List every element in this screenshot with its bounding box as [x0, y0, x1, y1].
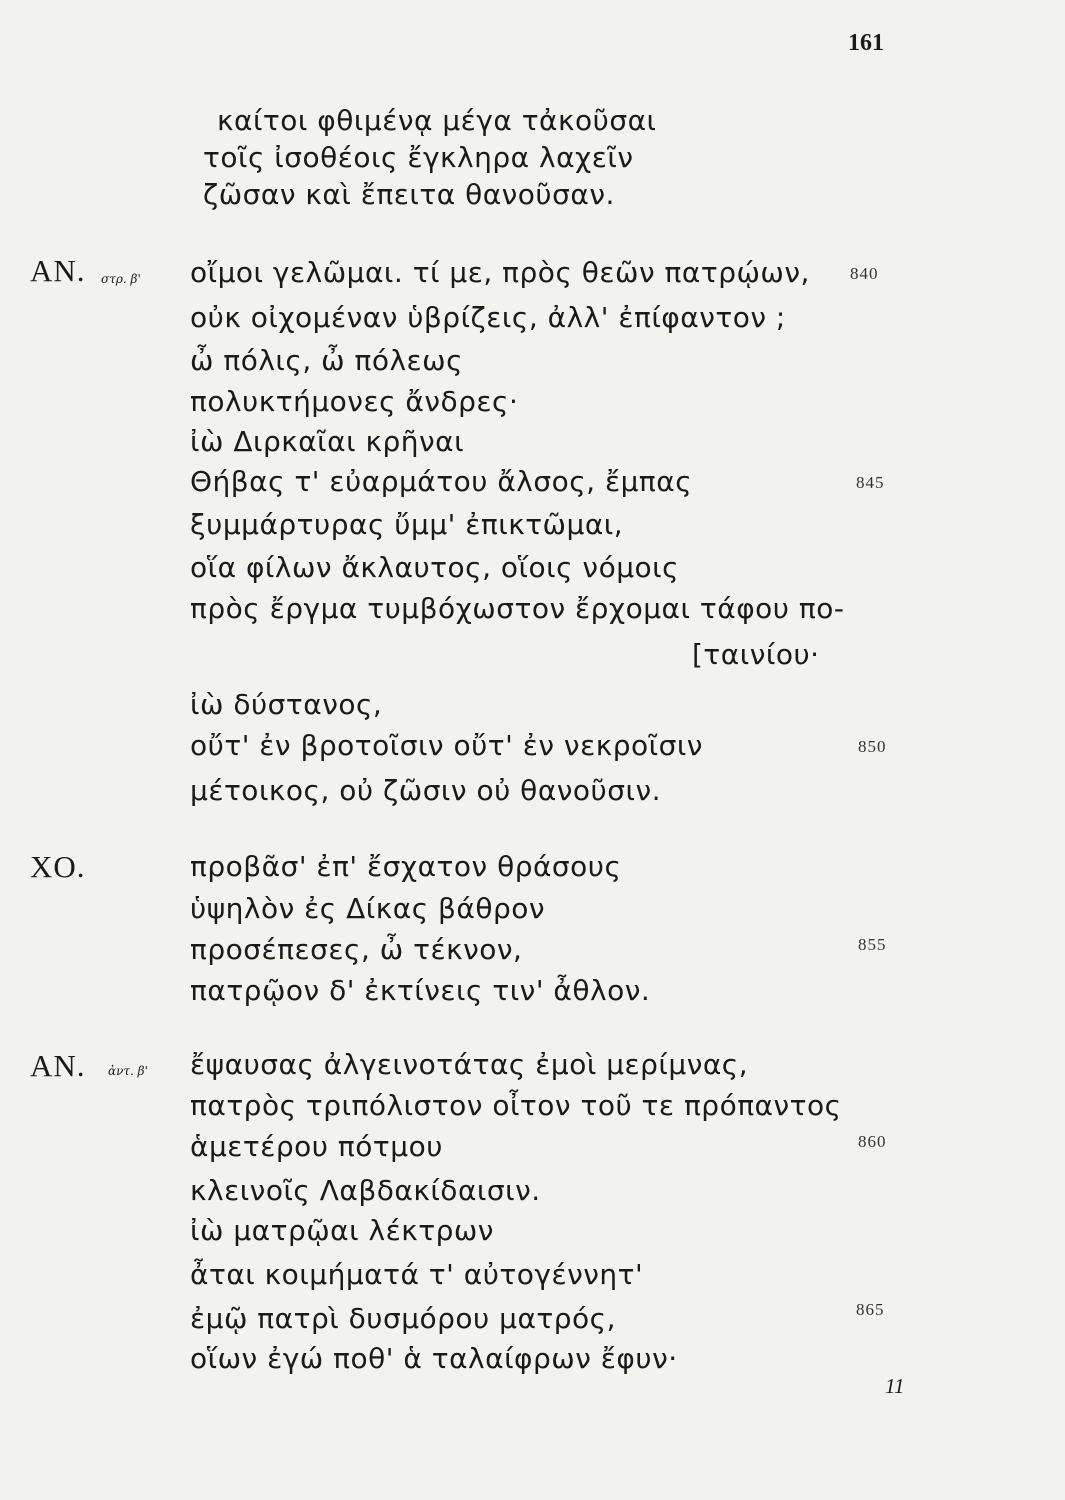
- verse-line: πρὸς ἔργμα τυμβόχωστον ἔρχομαι τάφου πο-: [190, 592, 845, 625]
- verse-line: ἔψαυσας ἀλγεινοτάτας ἐμοὶ μερίμνας,: [190, 1048, 749, 1081]
- verse-line: πατρὸς τριπόλιστον οἶτον τοῦ τε πρόπαντος: [190, 1089, 842, 1122]
- verse-line: ξυμμάρτυρας ὔμμ' ἐπικτῶμαι,: [190, 508, 624, 541]
- page-number: 161: [848, 30, 884, 56]
- verse-line: ὦ πόλις, ὦ πόλεως: [190, 344, 464, 377]
- verse-line: ἐμῷ πατρὶ δυσμόρου ματρός,: [190, 1302, 617, 1335]
- verse-line: ἰὼ ματρῷαι λέκτρων: [190, 1214, 494, 1247]
- line-number: 865: [856, 1300, 885, 1319]
- verse-line: οὔτ' ἐν βροτοῖσιν οὔτ' ἐν νεκροῖσιν: [190, 729, 703, 762]
- verse-line: ἆται κοιμήματά τ' αὐτογέννητ': [190, 1258, 644, 1291]
- verse-line: ἰὼ δύστανος,: [190, 688, 383, 721]
- verse-line: πατρῷον δ' ἐκτίνεις τιν' ἆθλον.: [190, 974, 651, 1007]
- line-number: 850: [858, 737, 887, 756]
- signature-mark: 11: [885, 1374, 905, 1398]
- verse-line: ἰὼ Διρκαῖαι κρῆναι: [190, 425, 465, 458]
- line-number: 840: [850, 264, 879, 283]
- speaker-label: ΑΝ.: [30, 1048, 86, 1083]
- line-number: 845: [856, 473, 885, 492]
- verse-line: [ταινίου·: [692, 638, 820, 671]
- verse-line: κλεινοῖς Λαβδακίδαισιν.: [190, 1174, 541, 1207]
- verse-line: προβᾶσ' ἐπ' ἔσχατον θράσους: [190, 850, 622, 883]
- verse-line: πολυκτήμονες ἄνδρες·: [190, 385, 519, 418]
- verse-line: μέτοικος, οὐ ζῶσιν οὐ θανοῦσιν.: [190, 774, 662, 807]
- verse-line: οὐκ οἰχομέναν ὑβρίζεις, ἀλλ' ἐπίφαντον ;: [190, 301, 786, 334]
- antistrophe-marker: ἀντ. β': [108, 1064, 148, 1078]
- strophe-marker: στρ. β': [101, 272, 141, 286]
- verse-line: ζῶσαν καὶ ἔπειτα θανοῦσαν.: [203, 178, 615, 211]
- verse-line: οἵων ἐγώ ποθ' ἁ ταλαίφρων ἔφυν·: [190, 1342, 678, 1375]
- verse-line: ἁμετέρου πότμου: [190, 1130, 443, 1163]
- speaker-label: ΑΝ.: [30, 253, 86, 288]
- verse-line: ὑψηλὸν ἐς Δίκας βάθρον: [190, 892, 546, 925]
- verse-line: καίτοι φθιμένᾳ μέγα τἀκοῦσαι: [217, 104, 657, 137]
- verse-line: οἴμοι γελῶμαι. τί με, πρὸς θεῶν πατρῴων,: [190, 256, 810, 289]
- line-number: 855: [858, 935, 887, 954]
- verse-line: οἵα φίλων ἄκλαυτος, οἵοις νόμοις: [190, 551, 680, 584]
- verse-line: Θήβας τ' εὐαρμάτου ἄλσος, ἔμπας: [190, 465, 693, 498]
- line-number: 860: [858, 1132, 887, 1151]
- verse-line: τοῖς ἰσοθέοις ἔγκληρα λαχεῖν: [203, 141, 634, 174]
- verse-line: προσέπεσες, ὦ τέκνον,: [190, 933, 523, 966]
- speaker-label: ΧΟ.: [30, 849, 86, 884]
